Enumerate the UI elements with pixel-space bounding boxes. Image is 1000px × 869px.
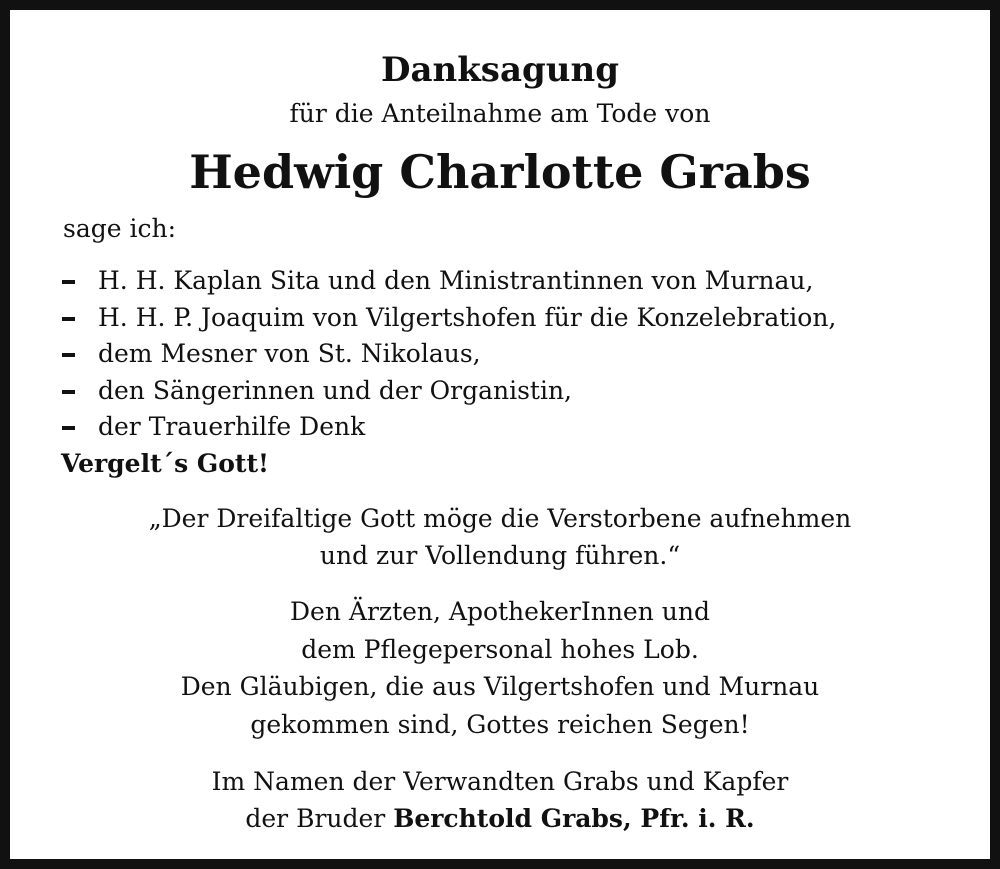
list-item-text: dem Mesner von St. Nikolaus, [98,339,481,368]
signature-line [20,800,980,837]
praise-block [20,593,980,743]
dash-bullet [62,426,75,430]
praise-line: gekommen sind, Gottes reichen Segen! [250,709,750,739]
quote-line: „Der Dreifaltige Gott möge die Verstorbene aufnehmen [148,504,852,533]
signature-prefix: der Bruder [245,804,394,833]
praise-line: dem Pflegepersonal hohes Lob. [301,634,699,664]
thanks-list [60,263,836,446]
deceased-name: Hedwig Charlotte Grabs [189,145,811,199]
list-item [60,336,836,373]
dash-bullet [62,317,75,321]
list-item-text: H. H. Kaplan Sita und den Ministrantinnen von Murnau, [98,266,814,295]
praise-line: Den Ärzten, ApothekerInnen und [290,597,710,626]
list-item-text: den Sängerinnen und der Organistin, [98,375,572,405]
list-item [60,300,836,337]
praise-line: Den Gläubigen, die aus Vilgertshofen und Murnau [180,672,820,701]
list-item-text: der Trauerhilfe Denk [98,412,366,441]
notice-subtitle: für die Anteilnahme am Tode von [289,99,711,128]
list-item [60,263,836,300]
list-item-text: H. H. P. Joaquim von Vilgertshofen für die Konzelebration, [98,302,837,332]
dash-bullet [62,390,75,394]
notice-content [20,20,980,849]
dash-bullet [62,280,75,284]
dash-bullet [62,353,75,357]
list-item [60,373,836,410]
notice-title: Danksagung [381,50,619,90]
signature-block [20,763,980,837]
quote-line: und zur Vollendung führen.“ [319,541,681,570]
signer-name: Berchtold Grabs, Pfr. i. R. [393,804,755,833]
intro-text: sage ich: [63,214,177,243]
list-item [60,409,836,446]
signature-line: Im Namen der Verwandten Grabs und Kapfer [211,767,789,796]
quote-block [20,500,980,574]
closing-blessing: Vergelt´s Gott! [61,449,269,478]
